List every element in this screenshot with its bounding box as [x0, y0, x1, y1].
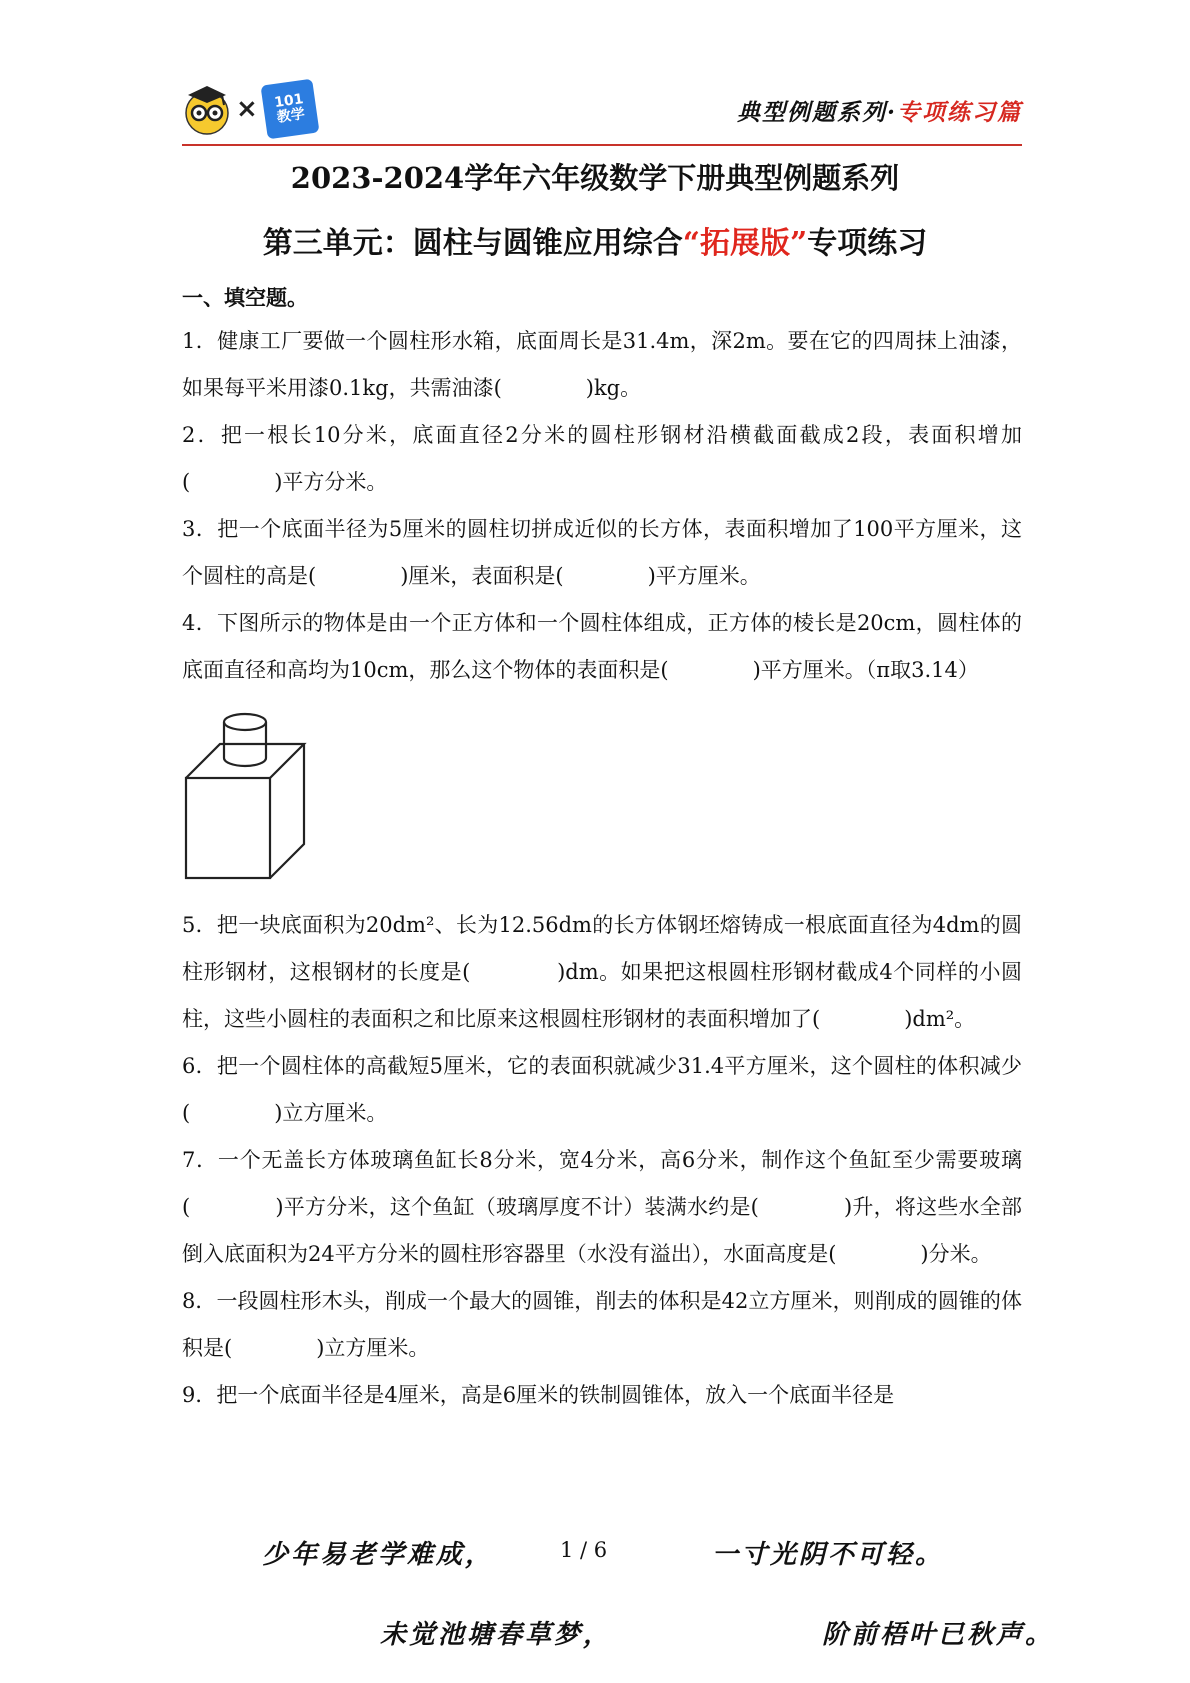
question-8: 8．一段圆柱形木头，削成一个最大的圆锥，削去的体积是42立方厘米，则削成的圆锥的体积是( )立方厘米。	[182, 1289, 1022, 1360]
document-subtitle	[0, 218, 1190, 262]
question-1: 1．健康工厂要做一个圆柱形水箱，底面周长是31.4m，深2m。要在它的四周抹上油漆，如果每平米用漆0.1kg，共需油漆( )kg。	[182, 329, 1022, 400]
subtitle-prefix: 第三单元：圆柱与圆锥应用综合	[262, 226, 683, 261]
page-footer	[0, 1530, 1190, 1680]
cube-cylinder-diagram	[182, 706, 402, 902]
poem-line-3: 未觉池塘春草梦，	[380, 1620, 613, 1650]
times-sign: ×	[236, 94, 258, 124]
question-7: 7．一个无盖长方体玻璃鱼缸长8分米，宽4分米，高6分米，制作这个鱼缸至少需要玻璃( )平方分米，这个鱼缸（玻璃厚度不计）装满水约是( )升，将这些水全部倒入底面积为24平方分米的圆柱形容器里（水没有溢出），水面高度是( )分米。	[182, 1148, 1022, 1266]
brand-badge-icon	[260, 79, 319, 140]
question-3: 3．把一个底面半径为5厘米的圆柱切拼成近似的长方体，表面积增加了100平方厘米，这个圆柱的高是( )厘米，表面积是( )平方厘米。	[182, 517, 1022, 588]
poem-line-4: 阶前梧叶已秋声。	[822, 1620, 1055, 1650]
poem-line-2: 一寸光阴不可轻。	[712, 1540, 945, 1570]
page-number: 1 / 6	[560, 1538, 608, 1562]
question-5: 5．把一块底面积为20dm²、长为12.56dm的长方体钢坯熔铸成一根底面直径为4dm的圆柱形钢材，这根钢材的长度是( )dm。如果把这根圆柱形钢材截成4个同样的小圆柱，这些小圆柱的表面积之和比原来这根圆柱形钢材的表面积增加了( )dm²。	[182, 913, 1022, 1031]
question-2: 2．把一根长10分米，底面直径2分米的圆柱形钢材沿横截面截成2段，表面积增加( )平方分米。	[182, 423, 1022, 494]
question-9: 9．把一个底面半径是4厘米，高是6厘米的铁制圆锥体，放入一个底面半径是	[182, 1383, 895, 1407]
logo-group	[182, 82, 316, 136]
badge-text: 教学	[275, 106, 306, 126]
section-heading: 一、填空题。	[182, 285, 308, 310]
header-divider	[182, 144, 1022, 146]
series-title	[737, 94, 1022, 127]
badge-number: 101	[273, 90, 305, 111]
question-6: 6．把一个圆柱体的高截短5厘米，它的表面积就减少31.4平方厘米，这个圆柱的体积减少( )立方厘米。	[182, 1054, 1022, 1125]
figure-cube-cylinder	[182, 706, 1022, 902]
series-suffix: 专项练习篇	[897, 99, 1022, 126]
poem-line-1: 少年易老学难成，	[262, 1540, 495, 1570]
document-title: 2023-2024学年六年级数学下册典型例题系列	[290, 161, 900, 195]
subtitle-highlight: “拓展版”	[682, 226, 808, 261]
question-4: 4．下图所示的物体是由一个正方体和一个圆柱体组成，正方体的棱长是20cm，圆柱体的底面直径和高均为10cm，那么这个物体的表面积是( )平方厘米。（π取3.14）	[182, 611, 1022, 682]
page-header	[182, 82, 1022, 146]
subtitle-suffix: 专项练习	[807, 226, 928, 261]
series-prefix: 典型例题系列·	[736, 99, 897, 126]
owl-mascot-icon	[182, 83, 232, 135]
question-list	[182, 318, 1022, 1419]
